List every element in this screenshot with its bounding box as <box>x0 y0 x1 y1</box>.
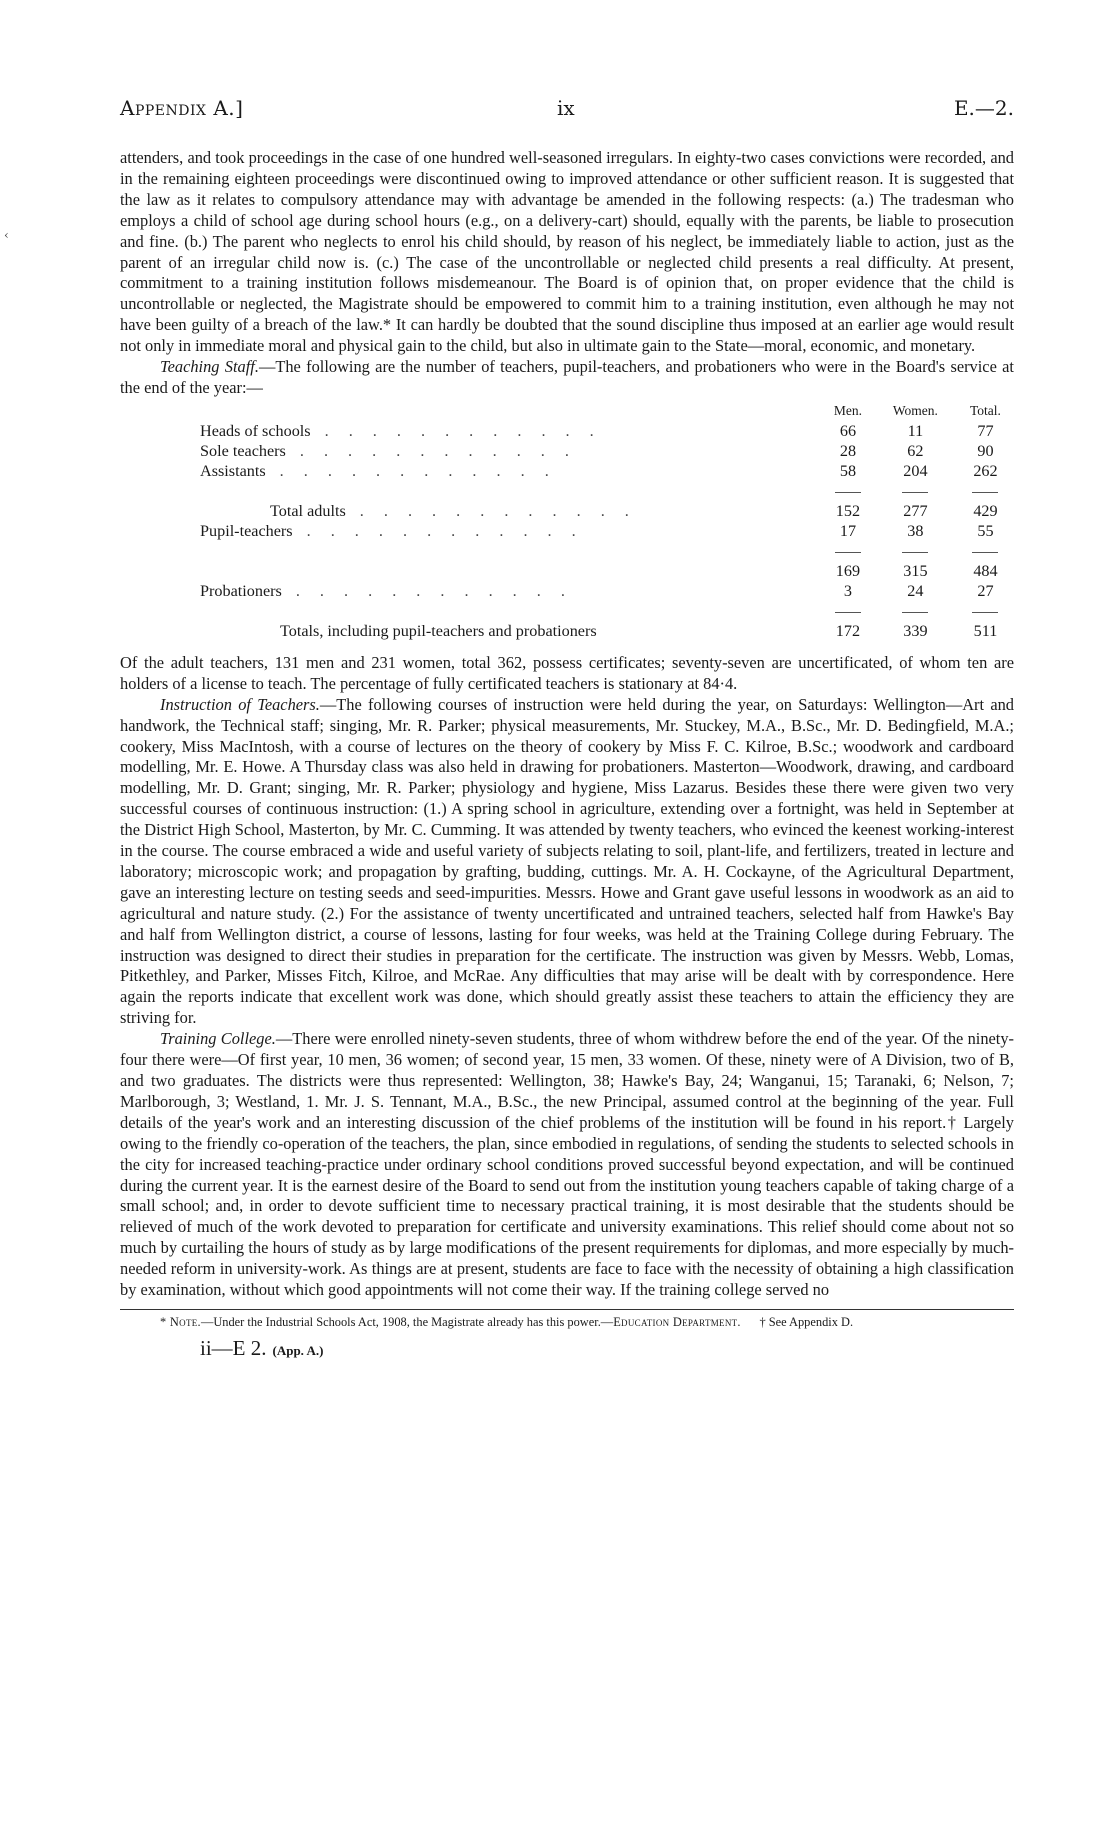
printer-signature <box>200 1336 1014 1361</box>
teaching-staff-heading: Teaching Staff. <box>160 357 259 377</box>
cell-women: 315 <box>903 561 928 580</box>
cell-men: 66 <box>839 421 857 440</box>
col-men-header: Men. <box>833 402 862 418</box>
table-row <box>120 581 1014 601</box>
leader-dots: . . . . . . . . . . . . <box>279 461 557 480</box>
cell-total: 90 <box>977 441 994 460</box>
leader-dots: . . . . . . . . . . . . <box>295 581 573 600</box>
signature-main: ii—E 2. <box>200 1335 267 1360</box>
cell-women: 62 <box>907 441 924 460</box>
cell-men: 3 <box>843 581 852 600</box>
cell-women: 11 <box>907 421 924 440</box>
sum-rule <box>835 492 861 493</box>
row-label: Sole teachers <box>200 441 286 460</box>
table-rule-row <box>120 481 1014 501</box>
sum-rule <box>902 492 928 493</box>
table-row-grand-total <box>120 621 1014 641</box>
cell-men: 17 <box>839 521 857 540</box>
paragraph-attendance: attenders, and took proceedings in the case of one hundred well-seasoned irregulars. In eighty-two cases convictions were recorded, and in the remaining eighteen proceedings were discontinued owing to improved attendance or other sufficient reason. It is suggested that the law as it relates to compulsory attendance may with advantage be amended in the following respects: (a.) The tradesman who employs a child of school age during school hours (e.g., on a delivery-cart) should, equally with the parents, be liable to prosecution and fine. (b.) The parent who neglects to enrol his child should, by reason of his neglect, be immediately liable to action, just as the parent of an irregular child now is. (c.) The case of the uncontrollable or neglected child presents a real difficulty. At present, commitment to a training institution follows misdemeanour. The Board is of opinion that, on proper evidence that the child is uncontrollable or neglected, the Magistrate should be empowered to commit him to a training institution, even although he may not have been guilty of a breach of the law.* It can hardly be doubted that the sound discipline thus imposed at an earlier age would result not only in immediate moral and physical gain to the child, but also in ultimate gain to the State—moral, economic, and monetary. <box>120 148 1014 356</box>
paragraph-training-college <box>120 1029 1014 1301</box>
sum-rule <box>972 552 998 553</box>
table-rule-row <box>120 541 1014 561</box>
footnote-source: Education Department. <box>613 1314 741 1329</box>
footnote-see-appendix: † See Appendix D. <box>759 1314 854 1329</box>
row-label: Total adults <box>270 501 346 520</box>
table-row <box>120 421 1014 441</box>
sum-rule <box>902 612 928 613</box>
row-label: Assistants <box>200 461 266 480</box>
footnote-text: —Under the Industrial Schools Act, 1908, the Magistrate already has this power.— <box>200 1314 614 1329</box>
cell-men: 169 <box>835 561 861 580</box>
table-row <box>120 521 1014 541</box>
table-row <box>120 461 1014 481</box>
row-label: Probationers <box>200 581 282 600</box>
paragraph-certificates: Of the adult teachers, 131 men and 231 women, total 362, possess certificates; seventy-seven are uncertificated, of whom ten are holders of a license to teach. The percentage of fully certificated teachers is stationary at 84·4. <box>120 652 1014 693</box>
row-label: Pupil-teachers <box>200 521 293 540</box>
cell-total: 77 <box>977 421 994 440</box>
cell-women: 339 <box>903 621 928 640</box>
row-label: Heads of schools <box>200 421 311 440</box>
teaching-staff-table <box>120 401 1014 641</box>
paper-code: E.—2. <box>953 96 1014 120</box>
row-label: Totals, including pupil-teachers and probationers <box>280 621 597 640</box>
cell-women: 38 <box>907 521 924 540</box>
table-row-total-adults <box>120 501 1014 521</box>
instruction-text: —The following courses of instruction were held during the year, on Saturdays: Wellington—Art and handwork, the Technical staff; singing, Mr. R. Parker; physical measurements, Mr. Stuckey, M.A., B.Sc., Mr. D. Bedingfield, M.A.; cookery, Miss MacIntosh, with a course of lectures on the theory of cookery by Miss F. C. Kilroe, B.Sc.; woodwork and cardboard modelling, Mr. E. Howe. A Thursday class was also held in drawing for probationers. Masterton—Woodwork, drawing, and cardboard modelling, Mr. D. Grant; singing, Mr. R. Parker; physiology and hygiene, Miss Lazarus. Besides these there were given two very successful courses of continuous instruction: (1.) A spring school in agriculture, extending over a fortnight, was held in September at the District High School, Masterton, by Mr. C. Cumming. It was attended by twenty teachers, who evinced the keenest working-interest in the course. The course embraced a wide and useful variety of subjects relating to soil, plant-life, and fertilizers, treated in lecture and laboratory; microscopic work; and propagation by grafting, budding, cuttings. Mr. A. H. Cockayne, of the Agricultural Department, gave an interesting lecture on testing seeds and seed-impurities. Messrs. Howe and Grant gave useful lessons in woodwork as an aid to agricultural and nature study. (2.) For the assistance of twenty uncertificated and untrained teachers, selected half from Hawke's Bay and half from Wellington district, a course of lessons, lasting for four weeks, was held at the Training College during February. The instruction was designed to direct their studies in preparation for the certificate. The instruction was given by Messrs. Webb, Lomas, Pitkethley, and Parker, Misses Fitch, Kilroe, and McRae. Any difficulties that may arise will be dealt with by correspondence. Here again the reports indicate that excellent work was done, which should greatly assist these teachers to attain the efficiency they are striving for. <box>120 694 1014 1028</box>
sum-rule <box>972 492 998 493</box>
table-rule-row <box>120 601 1014 621</box>
leader-dots: . . . . . . . . . . . . <box>306 521 584 540</box>
cell-men: 28 <box>839 441 857 460</box>
cell-women: 277 <box>903 501 928 520</box>
cell-total: 484 <box>973 561 998 580</box>
table-header-row <box>120 401 1014 421</box>
cell-total: 55 <box>977 521 994 540</box>
cell-total: 511 <box>973 621 998 640</box>
header-appendix: Appendix A.] <box>120 96 244 120</box>
footnote-rule <box>120 1309 1014 1310</box>
teaching-staff-text: —The following are the number of teachers, pupil-teachers, and probationers who were in the Board's service at the end of the year:— <box>120 357 1014 397</box>
leader-dots: . . . . . . . . . . . . <box>324 421 602 440</box>
sum-rule <box>835 552 861 553</box>
leader-dots: . . . . . . . . . . . . <box>359 501 637 520</box>
sum-rule <box>972 612 998 613</box>
cell-women: 24 <box>907 581 924 600</box>
col-total-header: Total. <box>969 402 1001 418</box>
table-header-blank <box>120 401 822 421</box>
page <box>120 96 1014 1361</box>
cell-men: 58 <box>839 461 857 480</box>
signature-sub: (App. A.) <box>272 1342 324 1358</box>
table-row <box>120 441 1014 461</box>
table-row-subtotal <box>120 561 1014 581</box>
cell-men: 152 <box>835 501 861 520</box>
cell-total: 429 <box>973 501 998 520</box>
sum-rule <box>835 612 861 613</box>
cell-total: 262 <box>973 461 998 480</box>
page-number: ix <box>557 96 575 120</box>
margin-mark: ‹ <box>4 228 9 242</box>
sum-rule <box>902 552 928 553</box>
cell-women: 204 <box>903 461 928 480</box>
col-women-header: Women. <box>892 402 938 418</box>
body-text <box>120 148 1014 1301</box>
footnote-note <box>120 1314 1014 1330</box>
footnote-label: * Note. <box>160 1314 201 1329</box>
running-header <box>120 96 1014 126</box>
paragraph-instruction <box>120 695 1014 1030</box>
instruction-heading: Instruction of Teachers. <box>160 694 320 714</box>
leader-dots: . . . . . . . . . . . . <box>299 441 577 460</box>
training-college-text: —There were enrolled ninety-seven students, three of whom withdrew before the end of the year. Of the ninety-four there were—Of first year, 10 men, 36 women; of second year, 15 men, 33 women. Of these, ninety were of A Division, two of B, and two graduates. The districts were thus represented: Wellington, 38; Hawke's Bay, 24; Wanganui, 15; Taranaki, 6; Nelson, 7; Marlborough, 3; Westland, 1. Mr. J. S. Tennant, M.A., B.Sc., the new Principal, assumed control at the beginning of the year. Full details of the year's work and an interesting discussion of the chief problems of the institution will be found in his report.† Largely owing to the friendly co-operation of the teachers, the plan, since embodied in regulations, of sending the students to selected schools in the city for increased teaching-practice under ordinary school conditions proved successful beyond expectation, and will be continued during the current year. It is the earnest desire of the Board to send out from the institution young teachers capable of taking charge of a small school; and, in order to devote sufficient time to necessary practical training, it is most desirable that the students should be relieved of much of the work devoted to preparation for certificate and university examinations. This relief should come about not so much by curtailing the hours of study as by large modifications of the present requirements for diplomas, and more especially by much-needed reform in university-work. As things are at present, students are face to face with the necessity of obtaining a high classification by examination, without which good appointments will not come their way. If the training college served no <box>120 1029 1014 1300</box>
training-college-heading: Training College. <box>160 1029 276 1049</box>
cell-men: 172 <box>835 621 861 640</box>
paragraph-teaching-staff <box>120 357 1014 399</box>
cell-total: 27 <box>977 581 994 600</box>
